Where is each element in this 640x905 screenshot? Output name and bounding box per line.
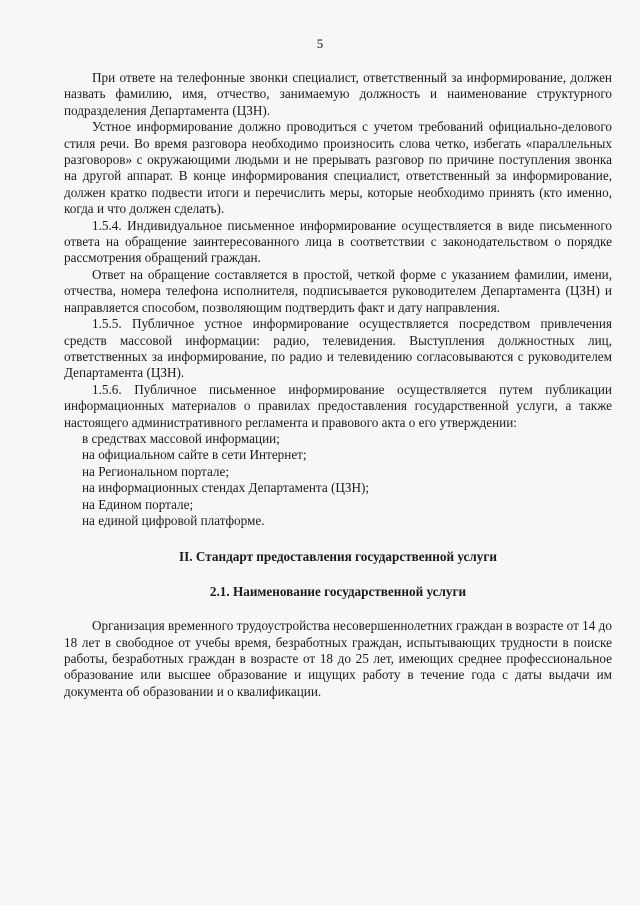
document-body xyxy=(64,70,612,700)
publication-channels-list xyxy=(64,431,612,529)
paragraph-1-5-4: 1.5.4. Индивидуальное письменное информирование осуществляется в виде письменного ответа на обращение заинтересованного лица в соответствии с законодательством о порядке рассмотрения обращений граждан. xyxy=(64,217,612,266)
list-item: на информационных стендах Департамента (ЦЗН); xyxy=(82,480,370,496)
paragraph-oral-informing: Устное информирование должно проводиться с учетом требований официально-делового стиля речи. Во время разговора необходимо произносить слова четко, избегать «параллельных разговоров» с окружающими людьми и не прерывать разговор по причине поступления звонка на другой аппарат. В конце информирования специалист, ответственный за информирование, должен кратко подвести итоги и перечислить меры, которые необходимо принять (кто именно, когда и что должен сделать). xyxy=(64,119,612,217)
paragraph-1-5-6: 1.5.6. Публичное письменное информирование осуществляется путем публикации информационных материалов о правилах предоставления государственной услуги, а также настоящего административного регламента и правового акта о его утверждении: xyxy=(64,381,612,430)
paragraph-response: Ответ на обращение составляется в простой, четкой форме с указанием фамилии, имени, отчества, номера телефона исполнителя, подписывается руководителем Департамента (ЦЗН) и направляется способом, позволяющим подтвердить факт и дату направления. xyxy=(64,266,612,315)
section-heading: II. Стандарт предоставления государственной услуги xyxy=(179,549,497,565)
paragraph-service-name: Организация временного трудоустройства несовершеннолетних граждан в возрасте от 14 до 18 лет в свободное от учебы время, безработных граждан, испытывающих трудности в поиске работы, безработных граждан в возрасте от 18 до 25 лет, имеющих среднее профессиональное образование или высшее образование и ищущих работу в течение года с даты выдачи им документа об образовании и о квалификации. xyxy=(64,618,612,699)
list-item: на Региональном портале; xyxy=(82,463,230,479)
list-item: в средствах массовой информации; xyxy=(82,430,280,446)
subsection-heading: 2.1. Наименование государственной услуги xyxy=(209,583,467,599)
page-number: 5 xyxy=(316,36,324,51)
list-item: на Едином портале; xyxy=(82,496,194,512)
paragraph-1-5-5: 1.5.5. Публичное устное информирование осуществляется посредством привлечения средств массовой информации: радио, телевидения. Выступления должностных лиц, ответственных за информирование, по радио и телевидению согласовываются с руководителем Департамента (ЦЗН). xyxy=(64,316,612,381)
list-item: на единой цифровой платформе. xyxy=(82,512,265,528)
paragraph-phone-informing: При ответе на телефонные звонки специалист, ответственный за информирование, должен назвать фамилию, имя, отчество, занимаемую должность и наименование структурного подразделения Департамента (ЦЗН). xyxy=(64,70,612,118)
list-item: на официальном сайте в сети Интернет; xyxy=(82,447,307,463)
